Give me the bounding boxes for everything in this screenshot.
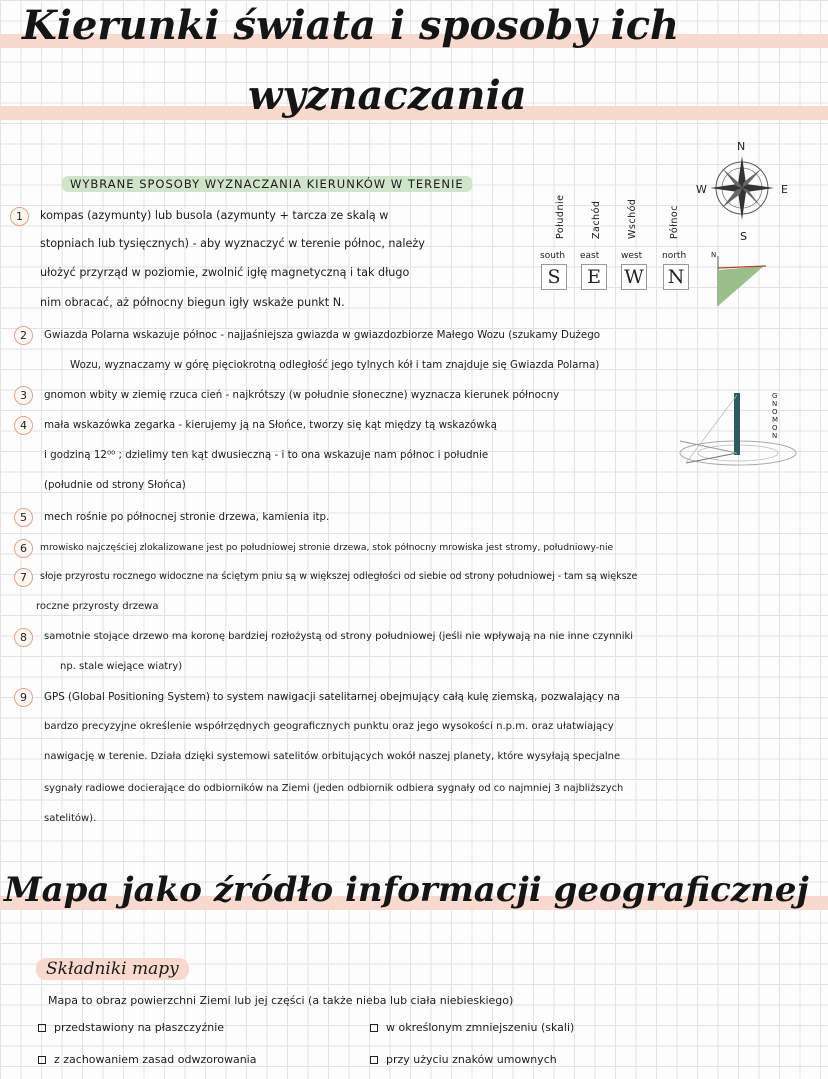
item-number-6: 6	[14, 539, 33, 558]
direction-en-east: east	[580, 251, 600, 261]
item-9-line-1: GPS (Global Positioning System) to system nawigacji satelitarnej obejmujący całą kulę ziemską, pozwalający na	[44, 691, 620, 703]
item-9-line-2: bardzo precyzyjne określenie współrzędnych geograficznych punktu oraz jego wysokości n.p.m. oraz ułatwiający	[44, 721, 614, 732]
item-9-line-3: nawigację w terenie. Działa dzięki systemowi satelitów orbitujących wokół naszej planety, które wysyłają specjalne	[44, 751, 621, 762]
direction-letter-w: W	[621, 264, 647, 290]
compass-s-label: S	[740, 230, 747, 243]
bullet-icon	[370, 1024, 378, 1032]
item-8-line-1: samotnie stojące drzewo ma koronę bardziej rozłożystą od strony południowej (jeśli nie wpływają na nie inne czynniki	[44, 631, 634, 642]
item-9-line-5: satelitów).	[44, 813, 97, 824]
page-title-line2: wyznaczania	[248, 72, 527, 119]
item-1-line-2: stopniach lub tysięcznych) - aby wyznaczyć w terenie północ, należy	[40, 237, 425, 250]
item-3-line-1: gnomon wbity w ziemię rzuca cień - najkrótszy (w południe słoneczne) wyznacza kierunek północny	[44, 389, 560, 401]
item-1-line-3: ułożyć przyrząd w poziomie, zwolnić igłę magnetyczną i tak długo	[40, 266, 410, 279]
item-9-line-4: sygnały radiowe docierające do odbiorników na Ziemi (jeden odbiornik odbiera sygnały od co najmniej 3 najbliższych	[44, 783, 624, 794]
item-number-9: 9	[14, 688, 33, 707]
map-definition: Mapa to obraz powierzchni Ziemi lub jej części (a także nieba lub ciała niebieskiego)	[48, 994, 514, 1007]
direction-en-north: north	[662, 251, 687, 261]
map-bullet-4: przy użyciu znaków umownych	[386, 1053, 557, 1066]
needle-n-label: N	[711, 251, 717, 259]
item-number-4: 4	[14, 416, 33, 435]
map-bullet-3: z zachowaniem zasad odwzorowania	[54, 1053, 257, 1066]
direction-pl-east: Wschód	[627, 198, 638, 239]
direction-letter-n: N	[663, 264, 689, 290]
gnomon-label: GNOMON	[772, 392, 779, 440]
item-5-line-1: mech rośnie po północnej stronie drzewa, kamienia itp.	[44, 511, 330, 523]
item-number-5: 5	[14, 508, 33, 527]
compass-e-label: E	[781, 183, 788, 196]
page-title-line1: Kierunki świata i sposoby ich	[22, 2, 680, 49]
map-subtitle: Składniki mapy	[36, 958, 189, 980]
bullet-icon	[38, 1056, 46, 1064]
item-number-1: 1	[10, 207, 29, 226]
direction-letter-s: S	[541, 264, 567, 290]
direction-pl-north: Północ	[669, 205, 680, 239]
item-4-line-1: mała wskazówka zegarka - kierujemy ją na Słońce, tworzy się kąt między tą wskazówką	[44, 419, 497, 431]
item-4-line-3: (południe od strony Słońca)	[44, 479, 186, 491]
magnetic-needle-icon	[704, 248, 788, 310]
item-2-line-2: Wozu, wyznaczamy w górę pięciokrotną odległość jego tylnych kół i tam znajduje się Gwiazda Polarna)	[70, 359, 600, 371]
direction-en-west: west	[621, 251, 643, 261]
direction-pl-west: Zachód	[591, 200, 602, 239]
item-number-7: 7	[14, 568, 33, 587]
item-number-8: 8	[14, 628, 33, 647]
section-heading: WYBRANE SPOSOBY WYZNACZANIA KIERUNKÓW W TERENIE	[62, 176, 472, 192]
item-number-3: 3	[14, 386, 33, 405]
direction-pl-south: Południe	[555, 194, 566, 239]
map-bullet-1: przedstawiony na płaszczyźnie	[54, 1021, 225, 1034]
gnomon-icon	[676, 385, 801, 475]
item-8-line-2: np. stale wiejące wiatry)	[60, 661, 183, 672]
bullet-icon	[38, 1024, 46, 1032]
bullet-icon	[370, 1056, 378, 1064]
item-1-line-4: nim obracać, aż północny biegun igły wskaże punkt N.	[40, 296, 345, 309]
item-7-line-1: słoje przyrostu rocznego widoczne na ściętym pniu są w większej odległości od siebie od strony południowej - tam są większe	[40, 571, 638, 582]
item-2-line-1: Gwiazda Polarna wskazuje północ - najjaśniejsza gwiazda w gwiazdozbiorze Małego Wozu (szukamy Dużego	[44, 329, 601, 341]
item-number-2: 2	[14, 326, 33, 345]
item-7-line-2: roczne przyrosty drzewa	[36, 601, 159, 612]
compass-w-label: W	[696, 183, 707, 196]
map-bullet-2: w określonym zmniejszeniu (skali)	[386, 1021, 575, 1034]
item-1-line-1: kompas (azymunty) lub busola (azymunty + tarcza ze skalą w	[40, 209, 389, 222]
map-section-title: Mapa jako źródło informacji geograficznej	[4, 870, 809, 910]
compass-n-label: N	[737, 140, 746, 153]
direction-en-south: south	[540, 251, 566, 261]
item-6-line-1: mrowisko najczęściej zlokalizowane jest po południowej stronie drzewa, stok północny mrowiska jest stromy, południowy-nie	[40, 542, 614, 553]
direction-letter-e: E	[581, 264, 607, 290]
item-4-line-2: i godziną 12⁰⁰ ; dzielimy ten kąt dwusieczną - i to ona wskazuje nam północ i południe	[44, 449, 489, 461]
